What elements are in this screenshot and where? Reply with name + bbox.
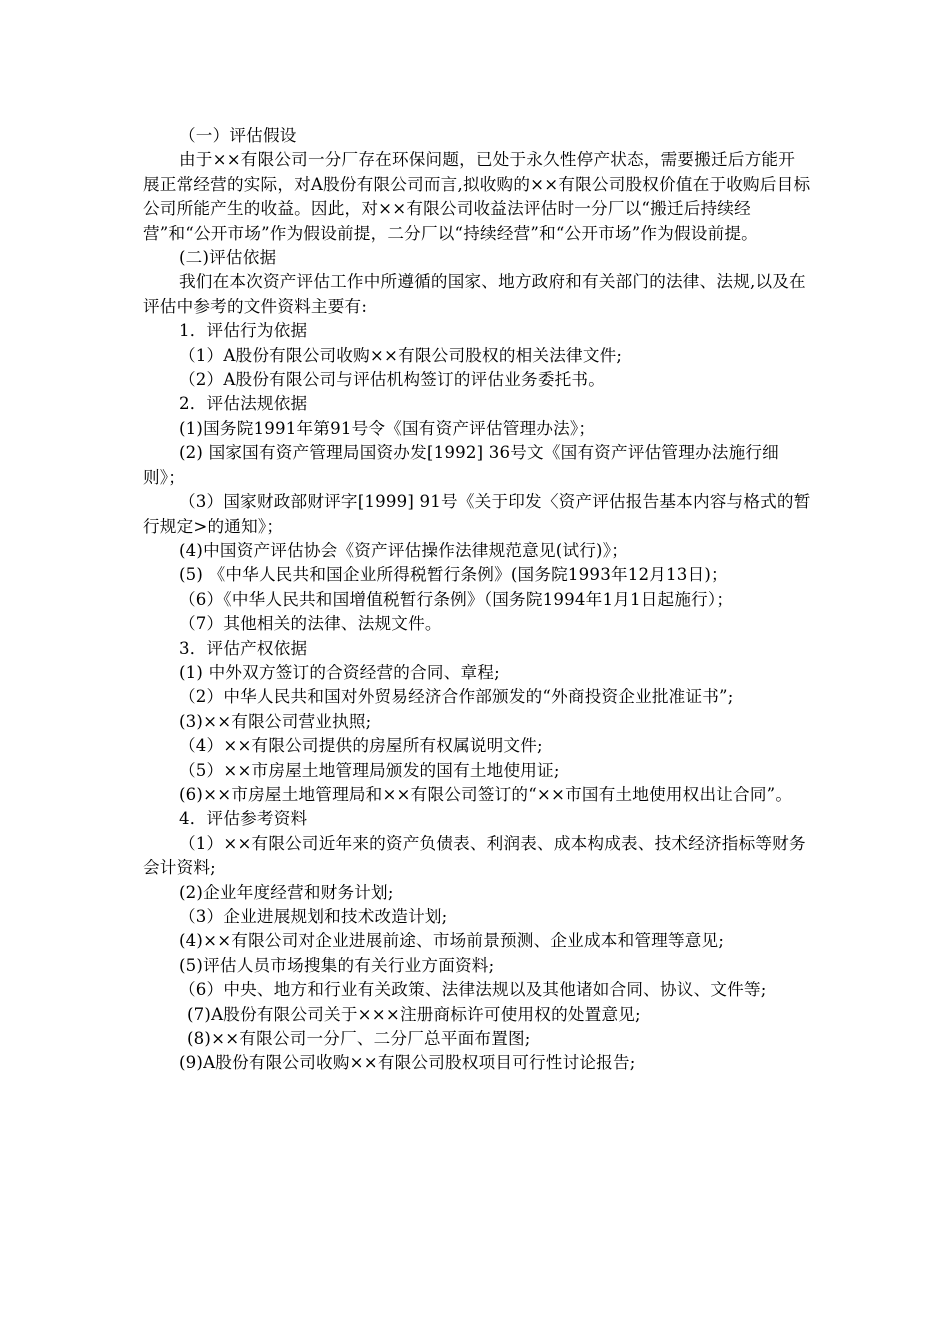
- list-item: (4)××有限公司对企业进展前途、市场前景预测、企业成本和管理等意见;: [179, 931, 725, 951]
- list-item: （6）《中华人民共和国增值税暂行条例》（国务院1994年1月1日起施行）；: [179, 589, 734, 609]
- list-item: (5)评估人员市场搜集的有关行业方面资料;: [179, 955, 495, 975]
- list-item: (2)企业年度经营和财务计划;: [179, 882, 394, 902]
- list-item: （3）国家财政部财评字[1999] 91号《关于印发〈资产评估报告基本内容与格式的暂行规定>的通知》；: [143, 492, 811, 536]
- paragraph: 由于××有限公司一分厂存在环保问题，已处于永久性停产状态，需要搬迁后方能开展正常经营的实际，对A股份有限公司而言,拟收购的××有限公司股权价值在于收购后目标公司所能产生的收益。因此，对××有限公司收益法评估时一分厂以“搬迁后持续经营”和“公开市场”作为假设前提，二分厂以“持续经营”和“公开市场”作为假设前提。: [143, 150, 811, 243]
- document-body: [143, 124, 811, 1076]
- list-item: （1）A股份有限公司收购××有限公司股权的相关法律文件;: [179, 345, 623, 365]
- subsection-heading: 1．评估行为依据: [179, 321, 308, 341]
- section-heading: （一）评估假设: [179, 126, 297, 145]
- subsection-heading: 4．评估参考资料: [179, 809, 308, 829]
- list-item: (6)××市房屋土地管理局和××有限公司签订的“××市国有土地使用权出让合同”。: [179, 784, 793, 804]
- list-item: （6）中央、地方和行业有关政策、法律法规以及其他诸如合同、协议、文件等;: [179, 980, 767, 1000]
- section-heading: (二)评估依据: [179, 248, 277, 268]
- list-item: （5）××市房屋土地管理局颁发的国有土地使用证;: [179, 760, 560, 780]
- list-item: （1）××有限公司近年来的资产负债表、利润表、成本构成表、技术经济指标等财务会计资料;: [143, 833, 806, 878]
- list-item: （4）××有限公司提供的房屋所有权属说明文件;: [179, 736, 543, 756]
- list-item: （2）中华人民共和国对外贸易经济合作部颁发的“外商投资企业批准证书”;: [179, 687, 734, 707]
- paragraph: 我们在本次资产评估工作中所遵循的国家、地方政府和有关部门的法律、法规,以及在评估中参考的文件资料主要有:: [143, 272, 806, 316]
- list-item: （7）其他相关的法律、法规文件。: [179, 614, 442, 634]
- subsection-heading: 3．评估产权依据: [179, 638, 308, 658]
- list-item: (1)国务院1991年第91号令《国有资产评估管理办法》；: [179, 418, 596, 438]
- list-item: (4)中国资产评估协会《资产评估操作法律规范意见(试行)》；: [179, 540, 628, 560]
- list-item: (3)××有限公司营业执照;: [179, 711, 372, 731]
- list-item: (9)A股份有限公司收购××有限公司股权项目可行性讨论报告;: [179, 1053, 636, 1073]
- list-item: (2) 国家国有资产管理局国资办发[1992] 36号文《国有资产评估管理办法施行细则》；: [143, 443, 779, 487]
- list-item: (7)A股份有限公司关于×××注册商标许可使用权的处置意见;: [187, 1004, 641, 1024]
- list-item: (8)××有限公司一分厂、二分厂总平面布置图;: [187, 1029, 531, 1049]
- list-item: （3）企业进展规划和技术改造计划;: [179, 907, 448, 926]
- list-item: (5) 《中华人民共和国企业所得税暂行条例》(国务院1993年12月13日)；: [179, 565, 728, 585]
- subsection-heading: 2．评估法规依据: [179, 394, 308, 414]
- list-item: （2）A股份有限公司与评估机构签订的评估业务委托书。: [179, 370, 605, 390]
- list-item: (1) 中外双方签订的合资经营的合同、章程;: [179, 662, 500, 682]
